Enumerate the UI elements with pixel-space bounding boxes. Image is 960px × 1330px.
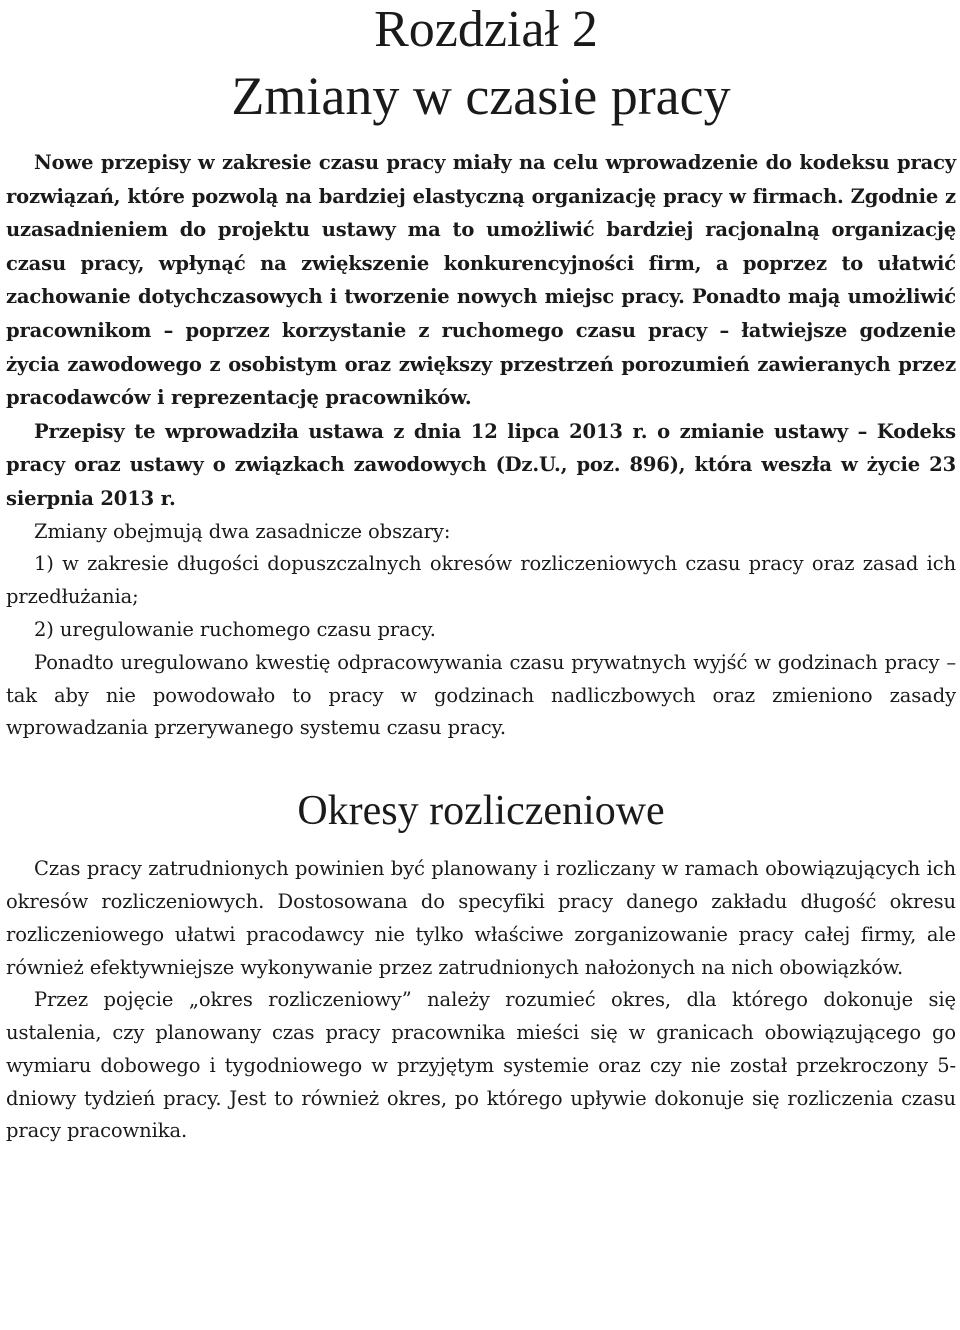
changes-closing: Ponadto uregulowano kwestię odpracowywania czasu prywatnych wyjść w godzinach pracy – tak aby nie powodowało to pracy w godzinach nadliczbowych oraz zmieniono zasady wprowadzania przerywanego systemu czasu pracy.	[6, 650, 956, 740]
intro-paragraph: Przepisy te wprowadziła ustawa z dnia 12 lipca 2013 r. o zmianie ustawy – Kodeks pracy oraz ustawy o związkach zawodowych (Dz.U., poz. 896), która weszła w życie 23 sierpnia 2013 r.	[6, 419, 956, 510]
section-paragraph: Przez pojęcie „okres rozliczeniowy” należy rozumieć okres, dla którego dokonuje się ustalenia, czy planowany czas pracy pracownika mieści się w granicach obowiązującego go wymiaru dobowego i tygodniowego w przyjętym systemie oraz czy nie został przekroczony 5-dniowy tydzień pracy. Jest to również okres, po którego upływie dokonuje się rozliczenia czasu pracy pracownika.	[6, 988, 956, 1143]
section-title: Okresy rozliczeniowe	[297, 788, 665, 835]
chapter-number: Rozdział 2	[374, 1, 598, 58]
section-paragraph: Czas pracy zatrudnionych powinien być planowany i rozliczany w ramach obowiązujących ich okresów rozliczeniowych. Dostosowana do specyfiki pracy danego zakładu długość okresu rozliczeniowego ułatwi pracodawcy nie tylko właściwe zorganizowanie pracy całej firmy, ale również efektywniejsze wykonywanie przez zatrudnionych nałożonych na nich obowiązków.	[6, 857, 956, 979]
intro-paragraph: Nowe przepisy w zakresie czasu pracy miały na celu wprowadzenie do kodeksu pracy rozwiązań, które pozwolą na bardziej elastyczną organizację pracy w firmach. Zgodnie z uzasadnieniem do projektu ustawy ma to umożliwić bardziej racjonalną organizację czasu pracy, wpłynąć na zwiększenie konkurencyjności firm, a poprzez to ułatwić zachowanie dotychczasowych i tworzenie nowych miejsc pracy. Ponadto mają umożliwić pracownikom – poprzez korzystanie z ruchomego czasu pracy – łatwiejsze godzenie życia zawodowego z osobistym oraz zwiększy przestrzeń porozumień zawieranych przez pracodawców i reprezentację pracowników.	[6, 151, 956, 410]
changes-lead: Zmiany obejmują dwa zasadnicze obszary:	[34, 519, 451, 543]
intro-section	[6, 146, 956, 516]
document-page	[6, 0, 956, 1148]
section-body	[6, 853, 956, 1148]
list-item: 2) uregulowanie ruchomego czasu pracy.	[34, 617, 436, 641]
list-item: 1) w zakresie długości dopuszczalnych okresów rozliczeniowych czasu pracy oraz zasad ich przedłużania;	[6, 552, 956, 609]
changes-section	[6, 516, 956, 746]
chapter-title: Zmiany w czasie pracy	[231, 66, 731, 126]
